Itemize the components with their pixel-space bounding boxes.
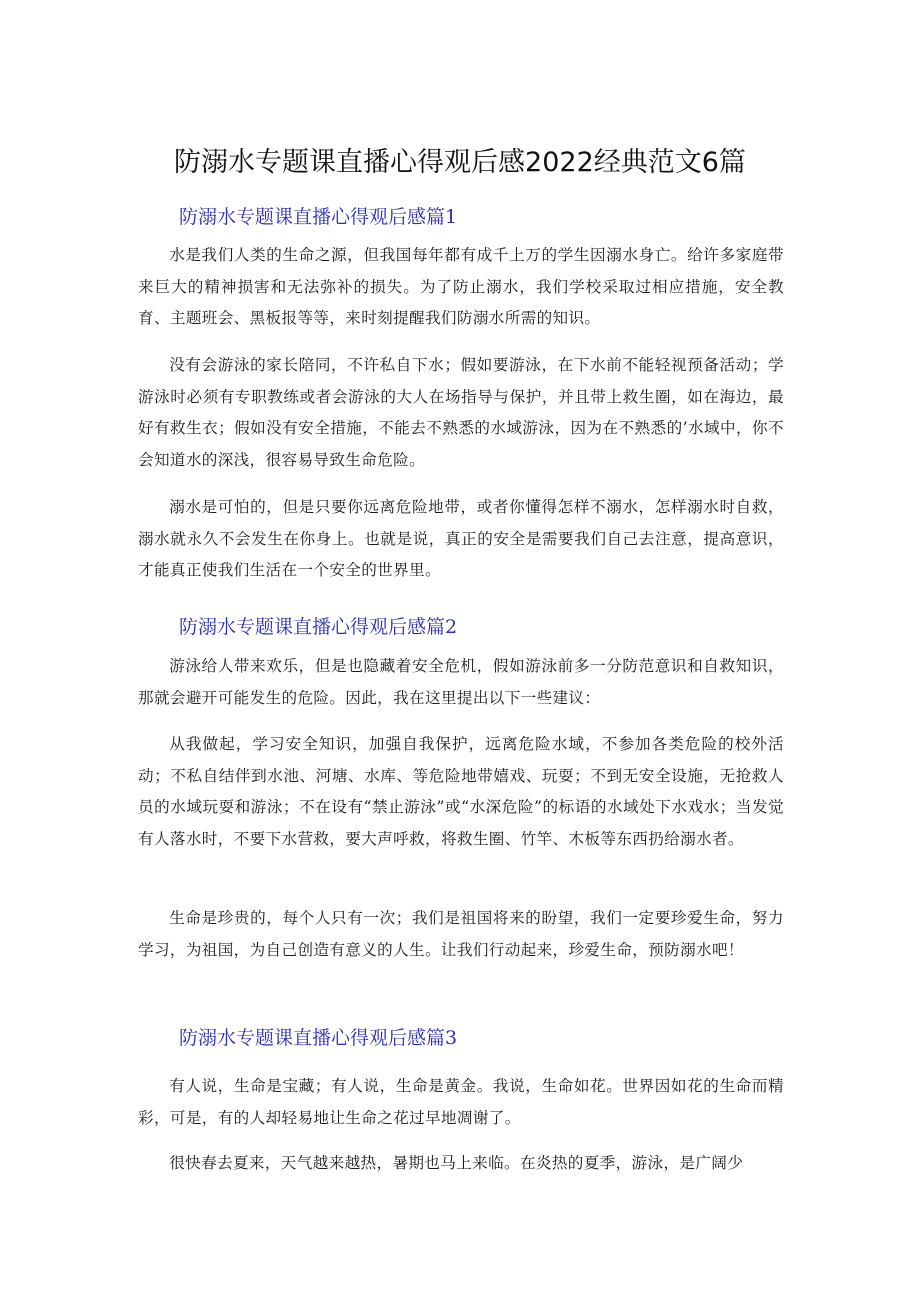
paragraph: 从我做起，学习安全知识，加强自我保护，远离危险水域，不参加各类危险的校外活动；不私自结伴到水池、河塘、水库、等危险地带嬉戏、玩耍；不到无安全设施，无抢救人员的水域玩耍和游泳；不在设有“禁止游泳”或“水深危险”的标语的水域处下水戏水；当发觉有人落水时，不要下水营救，要大声呼救，将救生圈、竹竿、木板等东西扔给溺水者。 xyxy=(138,735,784,848)
section-heading-3: 防溺水专题课直播心得观后感篇3 xyxy=(179,1027,458,1049)
paragraph: 生命是珍贵的，每个人只有一次；我们是祖国将来的盼望，我们一定要珍爱生命，努力学习，为祖国，为自己创造有意义的人生。让我们行动起来，珍爱生命，预防溺水吧！ xyxy=(138,909,784,959)
section-heading-2: 防溺水专题课直播心得观后感篇2 xyxy=(179,616,458,638)
paragraph: 游泳给人带来欢乐，但是也隐藏着安全危机，假如游泳前多一分防范意识和自救知识，那就会避开可能发生的危险。因此，我在这里提出以下一些建议： xyxy=(138,657,784,707)
paragraph: 有人说，生命是宝藏；有人说，生命是黄金。我说，生命如花。世界因如花的生命而精彩，可是，有的人却轻易地让生命之花过早地凋谢了。 xyxy=(138,1077,784,1127)
section-heading-1: 防溺水专题课直播心得观后感篇1 xyxy=(179,206,458,228)
paragraph: 很快春去夏来，天气越来越热，暑期也马上来临。在炎热的夏季，游泳，是广阔少 xyxy=(169,1154,744,1172)
document-title: 防溺水专题课直播心得观后感2022经典范文6篇 xyxy=(174,147,746,178)
paragraph: 没有会游泳的家长陪同，不许私自下水；假如要游泳，在下水前不能轻视预备活动；学游泳时必须有专职教练或者会游泳的大人在场指导与保护，并且带上救生圈，如在海边，最好有救生衣；假如没有安全措施，不能去不熟悉的水域游泳，因为在不熟悉的’水域中，你不会知道水的深浅，很容易导致生命危险。 xyxy=(138,356,784,469)
paragraph: 溺水是可怕的，但是只要你远离危险地带，或者你懂得怎样不溺水，怎样溺水时自救，溺水就永久不会发生在你身上。也就是说，真正的安全是需要我们自己去注意，提高意识，才能真正使我们生活在一个安全的世界里。 xyxy=(138,498,784,579)
paragraph: 水是我们人类的生命之源，但我国每年都有成千上万的学生因溺水身亡。给许多家庭带来巨大的精神损害和无法弥补的损失。为了防止溺水，我们学校采取过相应措施，安全教育、主题班会、黑板报等等，来时刻提醒我们防溺水所需的知识。 xyxy=(138,246,784,327)
